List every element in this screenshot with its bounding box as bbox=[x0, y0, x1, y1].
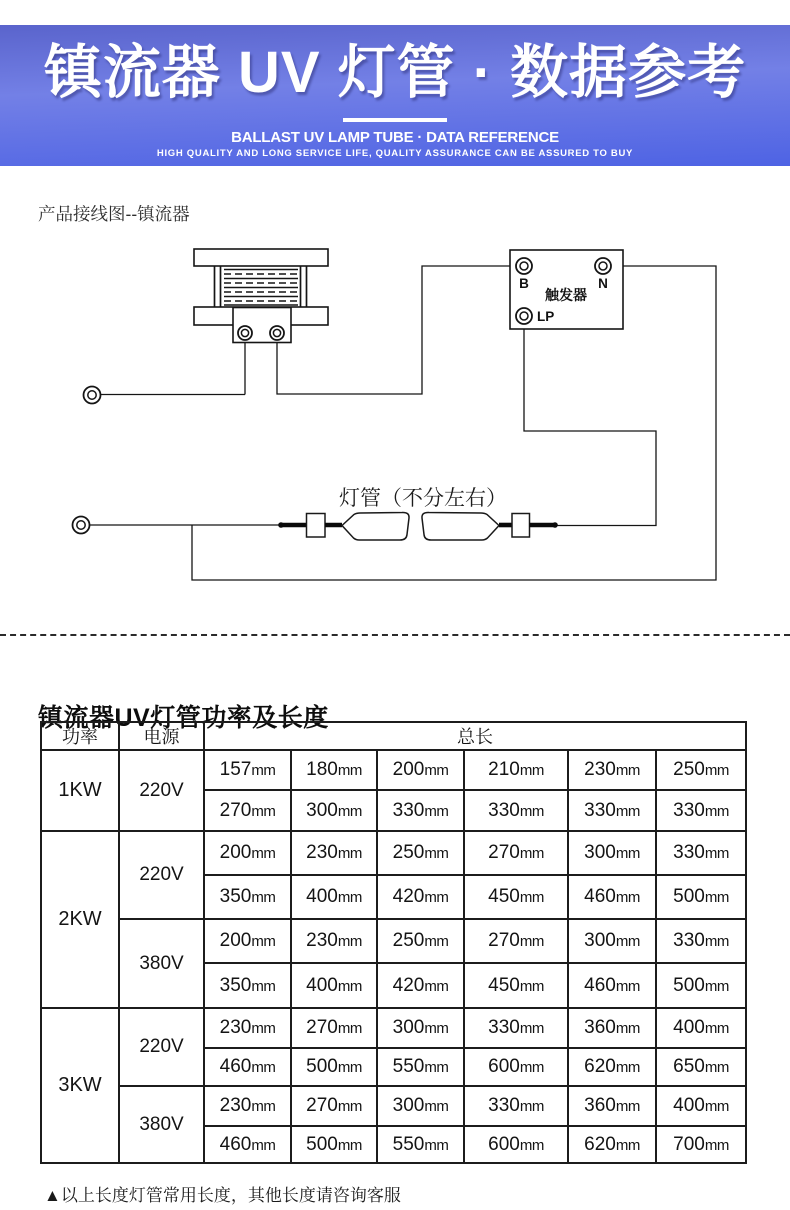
footnote: ▲以上长度灯管常用长度，其他长度请咨询客服 bbox=[44, 1186, 401, 1205]
terminal-lp-label: LP bbox=[537, 309, 555, 324]
length-cell: 230mm bbox=[568, 750, 656, 790]
length-cell: 330mm bbox=[464, 1008, 568, 1048]
power-cell: 1KW bbox=[41, 750, 119, 831]
length-cell: 500mm bbox=[291, 1048, 377, 1086]
length-cell: 450mm bbox=[464, 963, 568, 1008]
col-header-power: 功率 bbox=[41, 722, 119, 750]
trigger-terminal-n bbox=[595, 258, 611, 274]
length-cell: 420mm bbox=[377, 875, 464, 919]
length-cell: 650mm bbox=[656, 1048, 746, 1086]
uv-lamp-tube bbox=[278, 487, 558, 540]
length-cell: 620mm bbox=[568, 1048, 656, 1086]
length-cell: 500mm bbox=[656, 875, 746, 919]
table-row bbox=[41, 919, 746, 963]
length-cell: 330mm bbox=[568, 790, 656, 831]
trigger-terminal-b bbox=[516, 258, 532, 274]
length-cell: 350mm bbox=[204, 875, 291, 919]
length-cell: 300mm bbox=[377, 1008, 464, 1048]
length-cell: 250mm bbox=[656, 750, 746, 790]
length-cell: 500mm bbox=[291, 1126, 377, 1163]
mains-connector-lower bbox=[73, 517, 90, 534]
terminal-b-label: B bbox=[519, 276, 529, 291]
trigger-box bbox=[510, 250, 623, 329]
wiring-diagram bbox=[0, 240, 790, 600]
voltage-cell: 220V bbox=[119, 831, 204, 919]
length-cell: 360mm bbox=[568, 1086, 656, 1126]
length-cell: 550mm bbox=[377, 1126, 464, 1163]
length-cell: 300mm bbox=[291, 790, 377, 831]
lamp-label: 灯管（不分左右） bbox=[339, 487, 507, 510]
length-cell: 700mm bbox=[656, 1126, 746, 1163]
page-title: 镇流器 UV 灯管 · 数据参考 bbox=[43, 40, 747, 105]
length-cell: 200mm bbox=[204, 919, 291, 963]
length-cell: 330mm bbox=[377, 790, 464, 831]
length-cell: 270mm bbox=[291, 1086, 377, 1126]
length-cell: 460mm bbox=[204, 1126, 291, 1163]
col-header-source: 电源 bbox=[119, 722, 204, 750]
power-cell: 3KW bbox=[41, 1008, 119, 1163]
length-cell: 500mm bbox=[656, 963, 746, 1008]
length-cell: 420mm bbox=[377, 963, 464, 1008]
length-cell: 400mm bbox=[656, 1086, 746, 1126]
length-cell: 230mm bbox=[291, 831, 377, 875]
length-cell: 230mm bbox=[204, 1008, 291, 1048]
ballast bbox=[194, 249, 328, 343]
length-cell: 230mm bbox=[291, 919, 377, 963]
title-underline bbox=[343, 118, 447, 122]
length-cell: 600mm bbox=[464, 1048, 568, 1086]
table-row bbox=[41, 750, 746, 790]
lamp-glass-right bbox=[422, 512, 499, 540]
length-cell: 230mm bbox=[204, 1086, 291, 1126]
length-cell: 200mm bbox=[204, 831, 291, 875]
spec-table bbox=[40, 721, 747, 1164]
voltage-cell: 380V bbox=[119, 919, 204, 1008]
length-cell: 600mm bbox=[464, 1126, 568, 1163]
length-cell: 330mm bbox=[464, 1086, 568, 1126]
length-cell: 350mm bbox=[204, 963, 291, 1008]
length-cell: 250mm bbox=[377, 831, 464, 875]
ballast-top-flange bbox=[194, 249, 328, 266]
col-header-total-length: 总长 bbox=[204, 722, 746, 750]
table-header-row bbox=[41, 722, 746, 750]
ballast-terminal-left bbox=[238, 326, 252, 340]
length-cell: 270mm bbox=[204, 790, 291, 831]
lamp-right-holder bbox=[512, 514, 530, 538]
length-cell: 330mm bbox=[656, 831, 746, 875]
ballast-coil-windings bbox=[224, 270, 298, 306]
length-cell: 270mm bbox=[464, 831, 568, 875]
length-cell: 300mm bbox=[568, 831, 656, 875]
wiring-section-label: 产品接线图--镇流器 bbox=[38, 204, 190, 224]
trigger-terminal-lp bbox=[516, 308, 532, 324]
power-cell: 2KW bbox=[41, 831, 119, 1008]
terminal-n-label: N bbox=[598, 276, 608, 291]
length-cell: 300mm bbox=[377, 1086, 464, 1126]
length-cell: 330mm bbox=[656, 919, 746, 963]
voltage-cell: 380V bbox=[119, 1086, 204, 1163]
spec-section-title: 镇流器UV灯管功率及长度 bbox=[38, 704, 329, 732]
length-cell: 200mm bbox=[377, 750, 464, 790]
table-row bbox=[41, 1086, 746, 1126]
length-cell: 250mm bbox=[377, 919, 464, 963]
length-cell: 180mm bbox=[291, 750, 377, 790]
length-cell: 460mm bbox=[204, 1048, 291, 1086]
wire-trigger-lp-to-lamp-right bbox=[524, 324, 656, 526]
length-cell: 400mm bbox=[291, 875, 377, 919]
mains-connector-upper bbox=[84, 387, 101, 404]
lamp-left-holder bbox=[307, 514, 326, 538]
length-cell: 270mm bbox=[464, 919, 568, 963]
header-banner bbox=[0, 25, 790, 166]
ballast-terminal-right bbox=[270, 326, 284, 340]
length-cell: 330mm bbox=[656, 790, 746, 831]
length-cell: 330mm bbox=[464, 790, 568, 831]
subtitle-en: BALLAST UV LAMP TUBE · DATA REFERENCE bbox=[231, 129, 559, 146]
length-cell: 620mm bbox=[568, 1126, 656, 1163]
length-cell: 157mm bbox=[204, 750, 291, 790]
length-cell: 360mm bbox=[568, 1008, 656, 1048]
table-row bbox=[41, 1008, 746, 1048]
length-cell: 210mm bbox=[464, 750, 568, 790]
trigger-box-label: 触发器 bbox=[545, 287, 587, 303]
length-cell: 450mm bbox=[464, 875, 568, 919]
table-row bbox=[41, 831, 746, 875]
length-cell: 300mm bbox=[568, 919, 656, 963]
tagline-en: HIGH QUALITY AND LONG SERVICE LIFE, QUALITY ASSURANCE CAN BE ASSURED TO BUY bbox=[156, 148, 634, 159]
wire-ballast-to-trigger-b bbox=[277, 266, 510, 394]
lamp-glass-left bbox=[342, 512, 409, 540]
dashed-divider bbox=[0, 634, 790, 636]
lamp-right-lead-dot bbox=[552, 522, 558, 528]
wire-mains-to-ballast bbox=[101, 341, 246, 395]
length-cell: 550mm bbox=[377, 1048, 464, 1086]
voltage-cell: 220V bbox=[119, 1008, 204, 1086]
length-cell: 270mm bbox=[291, 1008, 377, 1048]
length-cell: 400mm bbox=[291, 963, 377, 1008]
voltage-cell: 220V bbox=[119, 750, 204, 831]
length-cell: 460mm bbox=[568, 963, 656, 1008]
length-cell: 460mm bbox=[568, 875, 656, 919]
length-cell: 400mm bbox=[656, 1008, 746, 1048]
